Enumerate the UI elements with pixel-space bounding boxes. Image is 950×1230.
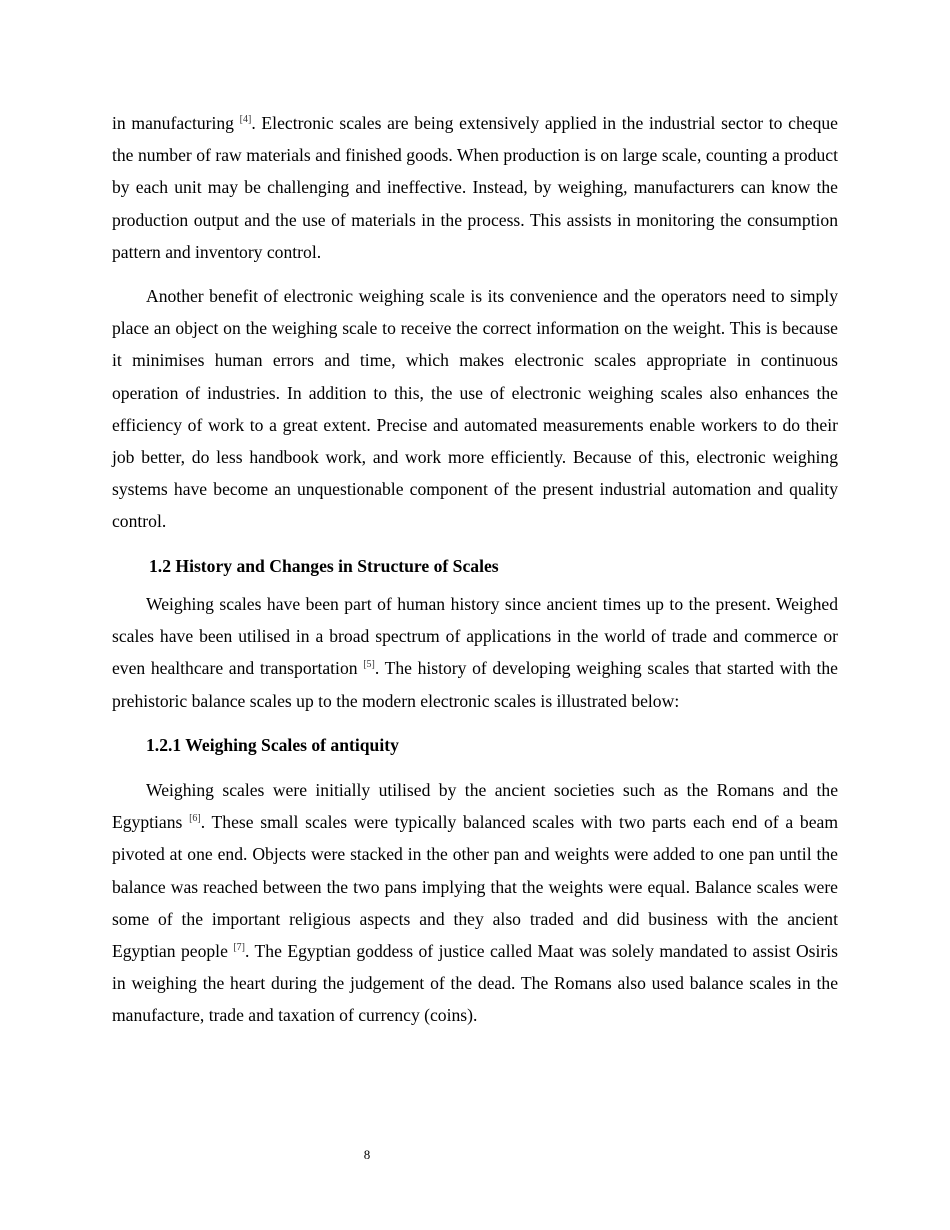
citation-reference: [6] <box>189 813 201 825</box>
section-heading-1-2: 1.2 History and Changes in Structure of Scales <box>149 556 499 576</box>
citation-reference: [4] <box>239 114 252 125</box>
paragraph-text: . The Egyptian goddess of justice called Maat was solely mandated to assist Osiris in weighing the heart during the judgement of the dead. The Romans also used balance scales in the manufacture, trade and taxation of currency (coins). <box>112 941 838 1026</box>
paragraph-text: . Electronic scales are being extensively applied in the industrial sector to cheque the number of raw materials and finished goods. When production is on large scale, counting a product by each unit may be challenging and ineffective. Instead, by weighing, manufacturers can know the production output and the use of materials in the process. This assists in monitoring the consumption pattern and inventory control. <box>112 113 838 262</box>
paragraph-text: Another benefit of electronic weighing scale is its convenience and the operators need to simply place an object on the weighing scale to receive the correct information on the weight. This is because it minimises human errors and time, which makes electronic scales appropriate in continuous operation of industries. In addition to this, the use of electronic weighing scales also enhances the efficiency of work to a great extent. Precise and automated measurements enable workers to do their job better, do less handbook work, and work more efficiently. Because of this, electronic weighing systems have become an unquestionable component of the present industrial automation and quality control. <box>112 286 838 532</box>
paragraph-text: in manufacturing <box>112 113 240 133</box>
paragraph-antiquity <box>112 774 838 1032</box>
paragraph-text: Weighing scales have been part of human history since ancient times up to the present. Weighed scales have been utilised in a broad spectrum of applications in the world of trade and commerce or even healthcare and transportation <box>112 594 838 679</box>
paragraph-manufacturing <box>112 107 838 268</box>
paragraph-text: . These small scales were typically balanced scales with two parts each end of a beam pivoted at one end. Objects were stacked in the other pan and weights were added to one pan until the balance was reached between the two pans implying that the weights were equal. Balance scales were some of the important religious aspects and they also traded and did business with the ancient Egyptian people <box>112 812 838 962</box>
citation-reference: [7] <box>233 942 246 954</box>
paragraph-convenience <box>112 280 838 538</box>
citation-reference: [5] <box>363 659 375 671</box>
section-heading-1-2-1: 1.2.1 Weighing Scales of antiquity <box>146 735 399 755</box>
paragraph-text: Weighing scales were initially utilised by the ancient societies such as the Romans and the Egyptians <box>112 780 838 833</box>
paragraph-text: . The history of developing weighing scales that started with the prehistoric balance scales up to the modern electronic scales is illustrated below: <box>112 658 838 711</box>
page-number: 8 <box>363 1147 371 1162</box>
paragraph-history <box>112 588 838 717</box>
